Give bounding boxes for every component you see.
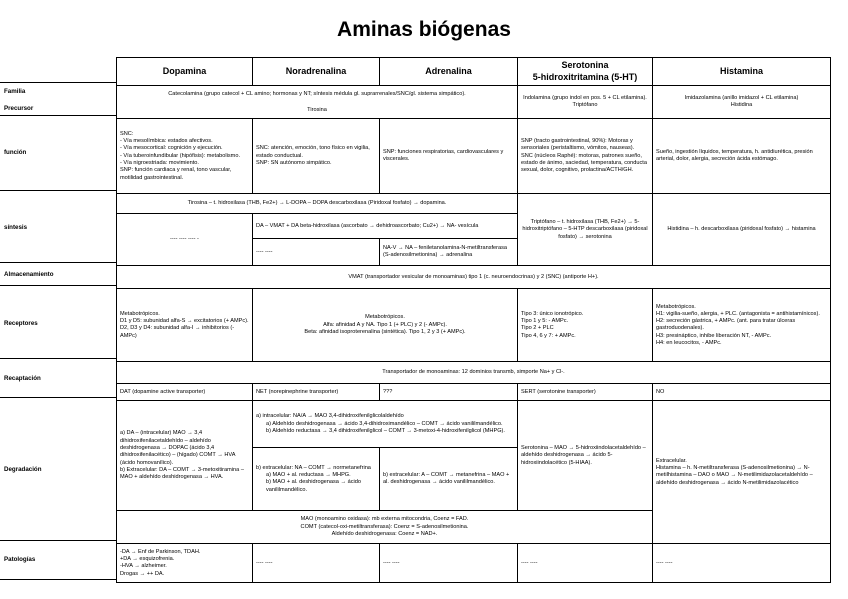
degradacion-text: b) extracelular: NA – COMT → normetanefrina [256,464,371,471]
row-label-receptores: Receptores [4,319,38,327]
sintesis-noradrenalina-vacio: ---- ---- [253,239,380,266]
list-item: SNP: función cardiaca y renal, tono vascular, motilidad gastrointestinal. [120,167,232,181]
list-item: - Vía mesolímbica: estados afectivos. [120,138,213,145]
funcion-serotonina [518,119,653,194]
receptores-text: D1 y D5: subunidad alfa-S → excitatorios (+ AMPc). [120,318,249,325]
header-serotonina [518,58,653,86]
receptores-text: Beta: afinidad isoproterenalina (sintética). Tipo 1, 2 y 3 (+ AMPc). [304,329,466,335]
funcion-na-snc: SNC: atención, emoción, tono físico en vigilia, estado conductual. [256,145,370,159]
recaptacion-dopamina: DAT (dopamine active transporter) [117,384,253,401]
patologias-adrenalina: ---- ---- [380,544,518,583]
funcion-na-snp: SNP: SN autónomo simpático. [256,160,332,166]
row-divider [0,115,116,116]
patologias-dopamina [117,544,253,583]
familia-serotonina-text: Indolamina (grupo indol en pos. 5 + CL etilamina). [523,95,647,102]
header-dopamina: Dopamina [117,58,253,86]
degradacion-na-extracelular [253,448,380,511]
receptores-text: Tipo 4, 6 y 7: + AMPc. [521,332,576,339]
receptores-text: Metabotrópicos. [656,303,696,310]
sintesis-histamina: Histidina – h. descarboxilasa (piridoxal fosfato) → histamina [653,194,831,266]
row-divider [0,397,116,398]
list-item: SNC: [120,130,134,137]
list-item: a) MAO + al. reductasa → MHPG. [266,472,351,479]
row-label-sintesis: síntesis [4,223,28,231]
row-label-precursor: Precursor [4,104,34,112]
precursor-catecol-text: Tirosina [307,106,327,113]
row-divider [0,262,116,263]
precursor-serotonina-text: Triptófano [572,102,598,109]
degradacion-enzimas [117,511,653,544]
patologia-text: Drogas → ++ DA. [120,570,165,577]
degradacion-text: Histamina – h. N-metiltransferasa (S-adenosilmetionina) → N-metilhistamina – DAO o MAO → N-metilimidazolacetaldehído – aldehído deshidrogenasa → ácido N-metilimidazolacético [656,465,813,486]
receptores-adrenergicos [253,289,518,362]
funcion-noradrenalina [253,119,380,194]
patologia-text: +DA → esquizofrenia. [120,556,175,563]
enzima-text: Aldehído deshidrogenasa: Coenz = NAD+. [331,531,438,537]
header-histamina: Histamina [653,58,831,86]
row-label-familia: Familia [4,87,26,95]
degradacion-serotonina: Serotonina – MAO → 5-hidroxiindolacetaldehído – aldehído deshidrogenasa → ácido 5-hidroxiindolacético (5-HIAA). [518,401,653,511]
degradacion-text: a) intracelular: NA/A → MAO 3,4-dihidroxifenilglicolaldehído [256,413,404,420]
degradacion-dopamina [117,401,253,511]
list-item: b) Aldehído reductasa → 3,4 dihidroxifenilglicol – COMT → 3-metoxi-4-hidroxifenilglicol (MHPG). [266,428,505,434]
patologias-noradrenalina: ---- ---- [253,544,380,583]
patologia-text: -HVA → alzheimer. [120,563,167,570]
header-serotonina-alt: 5-hidroxitritamina (5-HT) [532,71,638,82]
list-item: a) Aldehído deshidrogenasa → ácido 3,4-dihidroximandélico – COMT → ácido vanililmandélico. [266,420,503,427]
funcion-adrenalina: SNP: funciones respiratorias, cardiovasculares y viscerales. [380,119,518,194]
receptores-dopamina [117,289,253,362]
funcion-histamina: Sueño, ingestión líquidos, temperatura, h. antidiurética, presión arterial, dolor, alergia, secreción ácida estómago. [653,119,831,194]
degradacion-text: a) DA – (intracelular) MAO → 3,4 dihidroxifenilacetaldehído – aldehído deshidrogenasa → DOPAC (ácido 3,4 dihidroxifenilacético) – (hígado) COMT → HVA (ácido homovanílico). [120,430,236,466]
amines-table [116,57,831,583]
row-divider [0,82,116,83]
row-label-almacenamiento: Almacenamiento [4,270,54,278]
list-item: - Vía tuberoinfundibular (hipófisis): metabolismo. [120,152,241,159]
recaptacion-comun: Transportador de monoaminas: 12 dominios transmb, simporte Na+ y Cl-. [117,362,831,384]
receptores-text: H2: secreción gástrica, + AMPc. (ant. para tratar úlceras gastroduodenales). [656,318,796,332]
receptores-text: H3: presináptico, inhibe liberación NT, - AMPc. [656,332,772,339]
row-divider [0,285,116,286]
familia-histamina-text: Imidazolamina (anillo imidazol + CL etilamina) [684,95,799,102]
header-adrenalina: Adrenalina [380,58,518,86]
receptores-text: D2, D3 y D4: subunidad alfa-I → inhibitorios (- AMPc) [120,325,235,339]
list-item: - Vía mesocortical: cognición y ejecución. [120,145,223,152]
list-item: - Vía nigroestriada: movimiento. [120,160,199,166]
receptores-histamina [653,289,831,362]
recaptacion-serotonina: SERT (serotonine transporter) [518,384,653,401]
patologias-histamina: ---- ---- [653,544,831,583]
row-label-funcion: función [4,148,27,156]
sintesis-adrenalina: NA-V → NA – feniletanolamina-N-metiltransferasa (S-adenosilmetionina) → adrenalina [380,239,518,266]
receptores-text: Metabotrópicos. [365,314,405,321]
enzima-text: COMT (catecol-oxi-metiltransferasa): Coenz = S-adenosilmetionina. [300,523,469,530]
row-label-degradacion: Degradación [4,465,42,473]
patologias-serotonina: ---- ---- [518,544,653,583]
receptores-text: Tipo 3: único ionotrópico. [521,310,584,317]
familia-catecol-text: Catecolamina (grupo catecol + CL amino; hormonas y NT; síntesis médula gl. suprarrenales/SNC/gl. sistema simpático). [168,90,466,97]
receptores-text: Tipo 2 + PLC [521,325,554,332]
sintesis-serotonina: Triptófano – t. hidroxilasa (THB, Fe2+) → 5-hidroxitriptófano – 5-HTP descarboxilasa (piridoxal fosfato) → serotonina [518,194,653,266]
receptores-serotonina [518,289,653,362]
funcion-dopamina [117,119,253,194]
list-item: b) MAO + al. deshidrogenasa → ácido vanililmandélico. [266,479,361,493]
header-noradrenalina: Noradrenalina [253,58,380,86]
funcion-5ht-snc: SNC (núcleos Raphé): motoras, patrones sueño, estado de ánimo, saciedad, temperatura, conducta sexual, dolor, cognitivo, prolactina/ACTH/GH. [521,152,647,174]
degradacion-histamina [653,401,831,544]
enzima-text: MAO (monoamino oxidasa): mb externa mitocondria, Coenz = FAD. [300,516,469,523]
receptores-text: Alfa: afinidad A y NA. Tipo 1 (+ PLC) y 2 (- AMPc). [323,321,447,328]
receptores-text: Tipo 1 y 5: - AMPc. [521,318,569,325]
degradacion-text: Extracelular. [656,457,687,464]
row-divider [0,190,116,191]
degradacion-na-a-intracelular [253,401,518,448]
row-divider [0,540,116,541]
funcion-5ht-snp: SNP (tracto gastrointestinal, 90%): Motoras y sensoriales (peristaltismo, vómitos, nauseas). [521,138,635,152]
row-divider [0,579,116,580]
row-label-recaptacion: Recaptación [4,374,41,382]
sintesis-dopamina: ---- ---- ---- - [117,214,253,266]
row-divider [0,358,116,359]
header-serotonina-name: Serotonina [561,60,609,70]
receptores-text: H1: vigilia-sueño, alergia, + PLC. (antagonista = antihistamínicos). [656,310,820,317]
page-title: Aminas biógenas [337,18,511,41]
degradacion-a-extracelular: b) extracelular: A – COMT → metanefrina – MAO + al. deshidrogenasa → ácido vanililmandélico. [380,448,518,511]
sintesis-noradrenalina: DA – VMAT + DA beta-hidroxilasa (ascorbato → dehidroascorbato; Cu2+) → NA- vesícula [253,214,518,239]
familia-catecolaminas [117,86,518,119]
sintesis-comun: Tirosina – t. hidroxilasa (THB, Fe2+) → L-DOPA – DOPA descarboxilasa (Piridoxal fosfato) → dopamina. [117,194,518,214]
almacenamiento-text: VMAT (transportador vesicular de monoaminas) tipo 1 (c. neuroendocrinas) y 2 (SNC) (antiporte H+). [117,266,831,289]
precursor-histamina-text: Histidina [730,102,753,109]
row-label-patologias: Patologías [4,555,36,563]
familia-serotonina [518,86,653,119]
recaptacion-noradrenalina: NET (norepinephrine transporter) [253,384,380,401]
patologia-text: -DA → Enf de Parkinson, TDAH. [120,548,201,555]
receptores-text: Metabotrópicos. [120,310,160,317]
recaptacion-histamina: NO [653,384,831,401]
familia-histamina [653,86,831,119]
recaptacion-adrenalina: ??? [380,384,518,401]
degradacion-text: b) Extracelular: DA – COMT → 3-metoxitiramina – MAO + aldehído deshidrogenasa → HVA. [120,466,244,481]
receptores-text: H4: en leucocitos, - AMPc. [656,339,722,346]
